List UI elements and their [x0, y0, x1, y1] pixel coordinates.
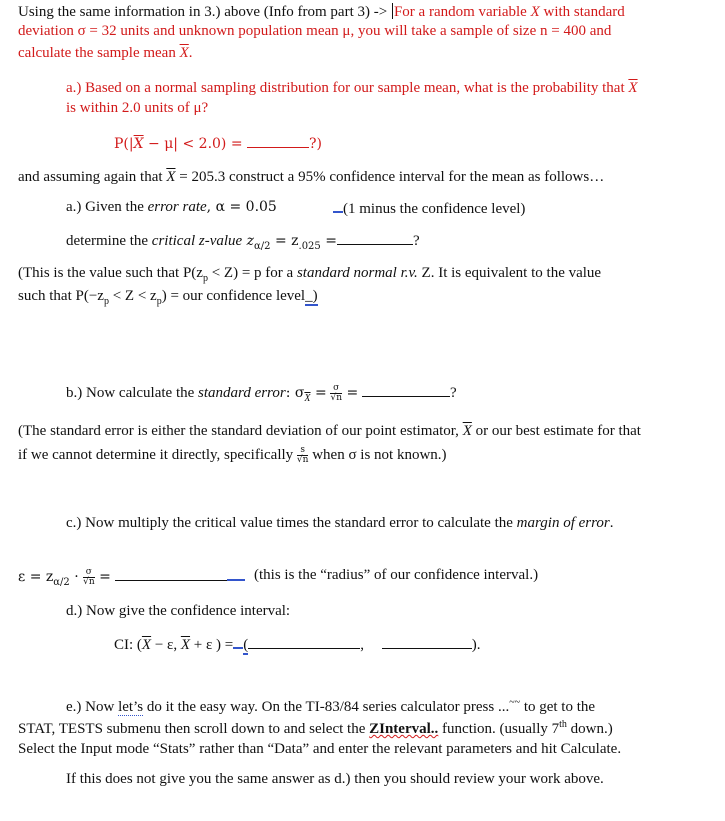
- eps-lhs: ε = z: [18, 569, 54, 585]
- assume-text-a: and assuming again that: [18, 169, 167, 185]
- step-e-l2-c: down.): [566, 721, 613, 737]
- explain1-l1-a: (This is the value such that P(z: [18, 265, 203, 281]
- step-e-line-2: [18, 719, 613, 739]
- part-a-question-1: [66, 78, 638, 98]
- sigma-sub-var: X: [304, 393, 311, 404]
- intro-line3-text: calculate the sample mean: [18, 45, 180, 61]
- step-c-end: .: [609, 515, 614, 531]
- explain1-l1-sub: p: [202, 273, 208, 284]
- ci-underline: [233, 633, 243, 649]
- minus-note-underline: [333, 197, 343, 213]
- explain1-line-1: [18, 263, 601, 283]
- margin-of-error-answer-blank[interactable]: [115, 566, 227, 581]
- standard-error-answer-blank[interactable]: [362, 382, 450, 397]
- explain2-l1-b: or our best estimate for that: [471, 423, 641, 439]
- step-b-line: [66, 382, 457, 403]
- assume-var: $\overline{X}$: [166, 169, 176, 185]
- explain1-l2-end: _): [305, 288, 318, 304]
- explain2-l2-a: if we cannot determine it directly, specifically: [18, 447, 294, 463]
- s-over-root-n: [297, 446, 309, 465]
- eps-sigma-over-root-n: [83, 568, 95, 587]
- margin-of-error-term: margin of error: [516, 515, 610, 531]
- assume-text-b: = 205.3 construct a 95% confidence interval for the mean as follows…: [175, 169, 605, 185]
- part-a-question-2: is within 2.0 units of μ?: [66, 100, 209, 116]
- probability-answer-blank[interactable]: [247, 133, 309, 148]
- alpha-value: , α = 0.05: [206, 199, 277, 215]
- explain1-l2-a: such that P(−z: [18, 288, 104, 304]
- eps-sub: α/2: [53, 576, 70, 588]
- step-e-l1-a: e.) Now: [66, 699, 119, 715]
- z-eq2: =: [320, 233, 337, 249]
- prob-expr-post: − μ| < 2.0) =: [143, 136, 243, 152]
- text-cursor: [392, 3, 393, 19]
- epsilon-line: [18, 565, 245, 587]
- part-a-q1-text: a.) Based on a normal sampling distribution for our sample mean, what is the probability that: [66, 80, 629, 96]
- lets-word: let’s: [118, 699, 144, 715]
- step-e-l1-b: do it the easy way. On the TI-83/84 series calculator press ...: [143, 699, 510, 715]
- ci-comma: ,: [360, 637, 364, 653]
- eps-blue-underline: [227, 565, 245, 581]
- z-sub-025: .025: [298, 240, 321, 252]
- eps-note: (this is the “radius” of our confidence interval.): [254, 567, 539, 583]
- step-c-line: [66, 513, 613, 533]
- explain2-l1-a: (The standard error is either the standard deviation of our point estimator,: [18, 423, 463, 439]
- step-a-determine: [66, 230, 420, 251]
- ci-var1: $\overline{X}$: [141, 637, 152, 653]
- probability-expression: [114, 133, 322, 154]
- explain1-l2-c: ) = our confidence level: [161, 288, 306, 304]
- z-symbol: z: [242, 233, 255, 249]
- ci-prefix: CI: (: [114, 637, 142, 653]
- sigma-symbol: : σ: [285, 385, 305, 401]
- eps-frac-num: σ: [83, 568, 95, 578]
- minus-note-text: (1 minus the confidence level): [343, 201, 526, 217]
- step-a-minus-note: [333, 197, 525, 219]
- step-a-given: [66, 197, 277, 217]
- zinterval-function: ZInterval..: [369, 721, 439, 737]
- se-eq2: =: [342, 385, 359, 401]
- eps-dot: ·: [69, 569, 84, 585]
- intro-line-3: [18, 43, 193, 63]
- ci-plus: + ε ) =: [190, 637, 234, 653]
- step-a-given-text: a.) Given the: [66, 199, 148, 215]
- se-eq: =: [310, 385, 327, 401]
- prob-expr-pre: P(|: [114, 136, 134, 152]
- part-a-q1-var: $\overline{X}$: [628, 80, 638, 96]
- step-e-line-3: Select the Input mode “Stats” rather than “Data” and enter the relevant parameters and hit Calculate.: [18, 741, 622, 757]
- ci-open-paren: (: [243, 637, 249, 653]
- error-rate-term: error rate: [147, 199, 207, 215]
- intro-line3-var: $\overline{X}$: [179, 45, 189, 61]
- step-e-l2-b: function. (usually 7: [438, 721, 560, 737]
- explain1-l2-sub2: p: [156, 296, 162, 307]
- standard-normal-term: standard normal r.v.: [296, 265, 418, 281]
- explain1-line-2: [18, 286, 318, 306]
- prob-expr-var: $\overline{X}$: [133, 136, 144, 152]
- intro-line-2: deviation σ = 32 units and unknown population mean μ, you will take a sample of size n = 400 and: [18, 23, 612, 39]
- ci-var2: $\overline{X}$: [180, 637, 191, 653]
- step-e-l1-c: to get to the: [520, 699, 596, 715]
- z-eq: = z: [270, 233, 299, 249]
- se-frac-num: σ: [330, 384, 342, 394]
- ci-upper-answer-blank[interactable]: [382, 634, 472, 649]
- intro-var: X: [530, 4, 540, 20]
- explain2-line-1: [18, 421, 641, 441]
- step-e-tilde: ~~: [509, 697, 521, 708]
- step-e-line-4: If this does not give you the same answer as d.) then you should review your work above.: [66, 771, 604, 787]
- sigma-over-root-n: [330, 384, 342, 403]
- z-sub-alpha: α/2: [254, 240, 271, 252]
- explain2-l2-b: when σ is not known.): [308, 447, 447, 463]
- step-e-l2-sup: th: [559, 719, 567, 730]
- explain2-line-2: [18, 445, 447, 465]
- ci-minus: − ε,: [151, 637, 181, 653]
- intro-line-1: [18, 2, 625, 22]
- explain1-l2-b: < Z < z: [108, 288, 157, 304]
- critical-z-term: critical z-value: [151, 233, 243, 249]
- z-qmark: ?: [412, 233, 420, 249]
- step-d-text: d.) Now give the confidence interval:: [66, 603, 291, 619]
- s-frac-den: √n: [296, 455, 309, 466]
- intro-text-a: Using the same information in 3.) above (Info from part 3) ->: [18, 4, 391, 20]
- ci-lower-answer-blank[interactable]: [248, 634, 360, 649]
- step-c-text: c.) Now multiply the critical value times the standard error to calculate the: [66, 515, 517, 531]
- step-e-l2-a: STAT, TESTS submenu then scroll down to and select the: [18, 721, 370, 737]
- z-value-answer-blank[interactable]: [337, 230, 413, 245]
- confidence-interval-line: [114, 633, 481, 655]
- explain2-l1-var: $\overline{X}$: [462, 423, 472, 439]
- step-e-line-1: [66, 697, 595, 717]
- standard-error-term: standard error: [198, 385, 286, 401]
- explain1-l1-b: < Z) = p for a: [207, 265, 297, 281]
- eps-frac-den: √n: [83, 576, 95, 587]
- se-qmark: ?: [449, 385, 457, 401]
- explain1-l2-sub1: p: [103, 296, 109, 307]
- step-b-text-a: b.) Now calculate the: [66, 385, 199, 401]
- ci-close: ).: [471, 637, 481, 653]
- se-frac-den: √n: [330, 393, 342, 404]
- intro-text-b: For a random variable: [393, 4, 531, 20]
- prob-end: ?): [309, 136, 322, 152]
- eps-eq: =: [94, 569, 111, 585]
- explain1-l1-c: Z. It is equivalent to the value: [417, 265, 602, 281]
- determine-text: determine the: [66, 233, 152, 249]
- s-frac-num: s: [297, 446, 309, 456]
- intro-line3-end: .: [188, 45, 193, 61]
- intro-text-c: with standard: [539, 4, 625, 20]
- assume-line: [18, 167, 604, 187]
